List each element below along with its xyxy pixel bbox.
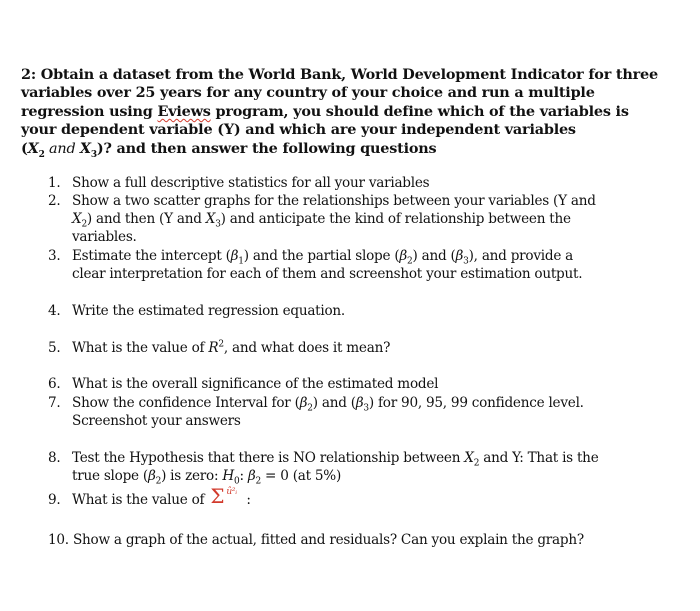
list-item: 8. Test the Hypothesis that there is NO relationship between $X_2$ and Y: That is the true slope $(\beta_2)$ is zero: $H_0$: $\beta_2 = 0$ (at 5%) (48, 450, 599, 487)
list-item: 5. What is the value of $R^2$, and what does it mean? (48, 339, 391, 356)
heading-line-4: your dependent variable (Y) and which are your independent variables (21, 121, 576, 139)
list-item: 9. What is the value of Σ û²ᵢ : (48, 484, 251, 508)
spellcheck-word: Eviews (157, 102, 211, 120)
list-item: 6. What is the overall significance of the estimated model (48, 376, 439, 392)
heading-line-2: variables over 25 years for any country of your choice and run a multiple (21, 84, 595, 102)
list-item: 3. Estimate the intercept $(\beta_1)$ and the partial slope $(\beta_2)$ and $(\beta_3)$, and provide a clear interpretation for each of them and screenshot your estimation output. (48, 248, 583, 282)
list-item: 1. Show a full descriptive statistics for all your variables (48, 175, 430, 191)
heading-line-1: 2: Obtain a dataset from the World Bank, World Development Indicator for three (21, 66, 658, 83)
list-item: 4. Write the estimated regression equation. (48, 303, 345, 319)
list-item: 7. Show the confidence Interval for $(\beta_2)$ and $(\beta_3)$ for 90, 95, 99 confidence level. Screenshot your answers (48, 395, 584, 429)
heading-line-3: regression using Eviews program, you should define which of the variables is (21, 102, 629, 120)
question-heading (21, 66, 661, 158)
list-item: 10. Show a graph of the actual, fitted and residuals? Can you explain the graph? (48, 532, 584, 548)
heading-line-5: ($X_2$ and $X_3$)? and then answer the following questions (21, 139, 437, 160)
sum-of-squared-residuals-symbol: Σ û²ᵢ (210, 484, 237, 508)
list-item: 2. Show a two scatter graphs for the relationships between your variables (Y and $X_2$) and then (Y and $X_3$) and anticipate the kind of relationship between the variables. (48, 193, 596, 245)
